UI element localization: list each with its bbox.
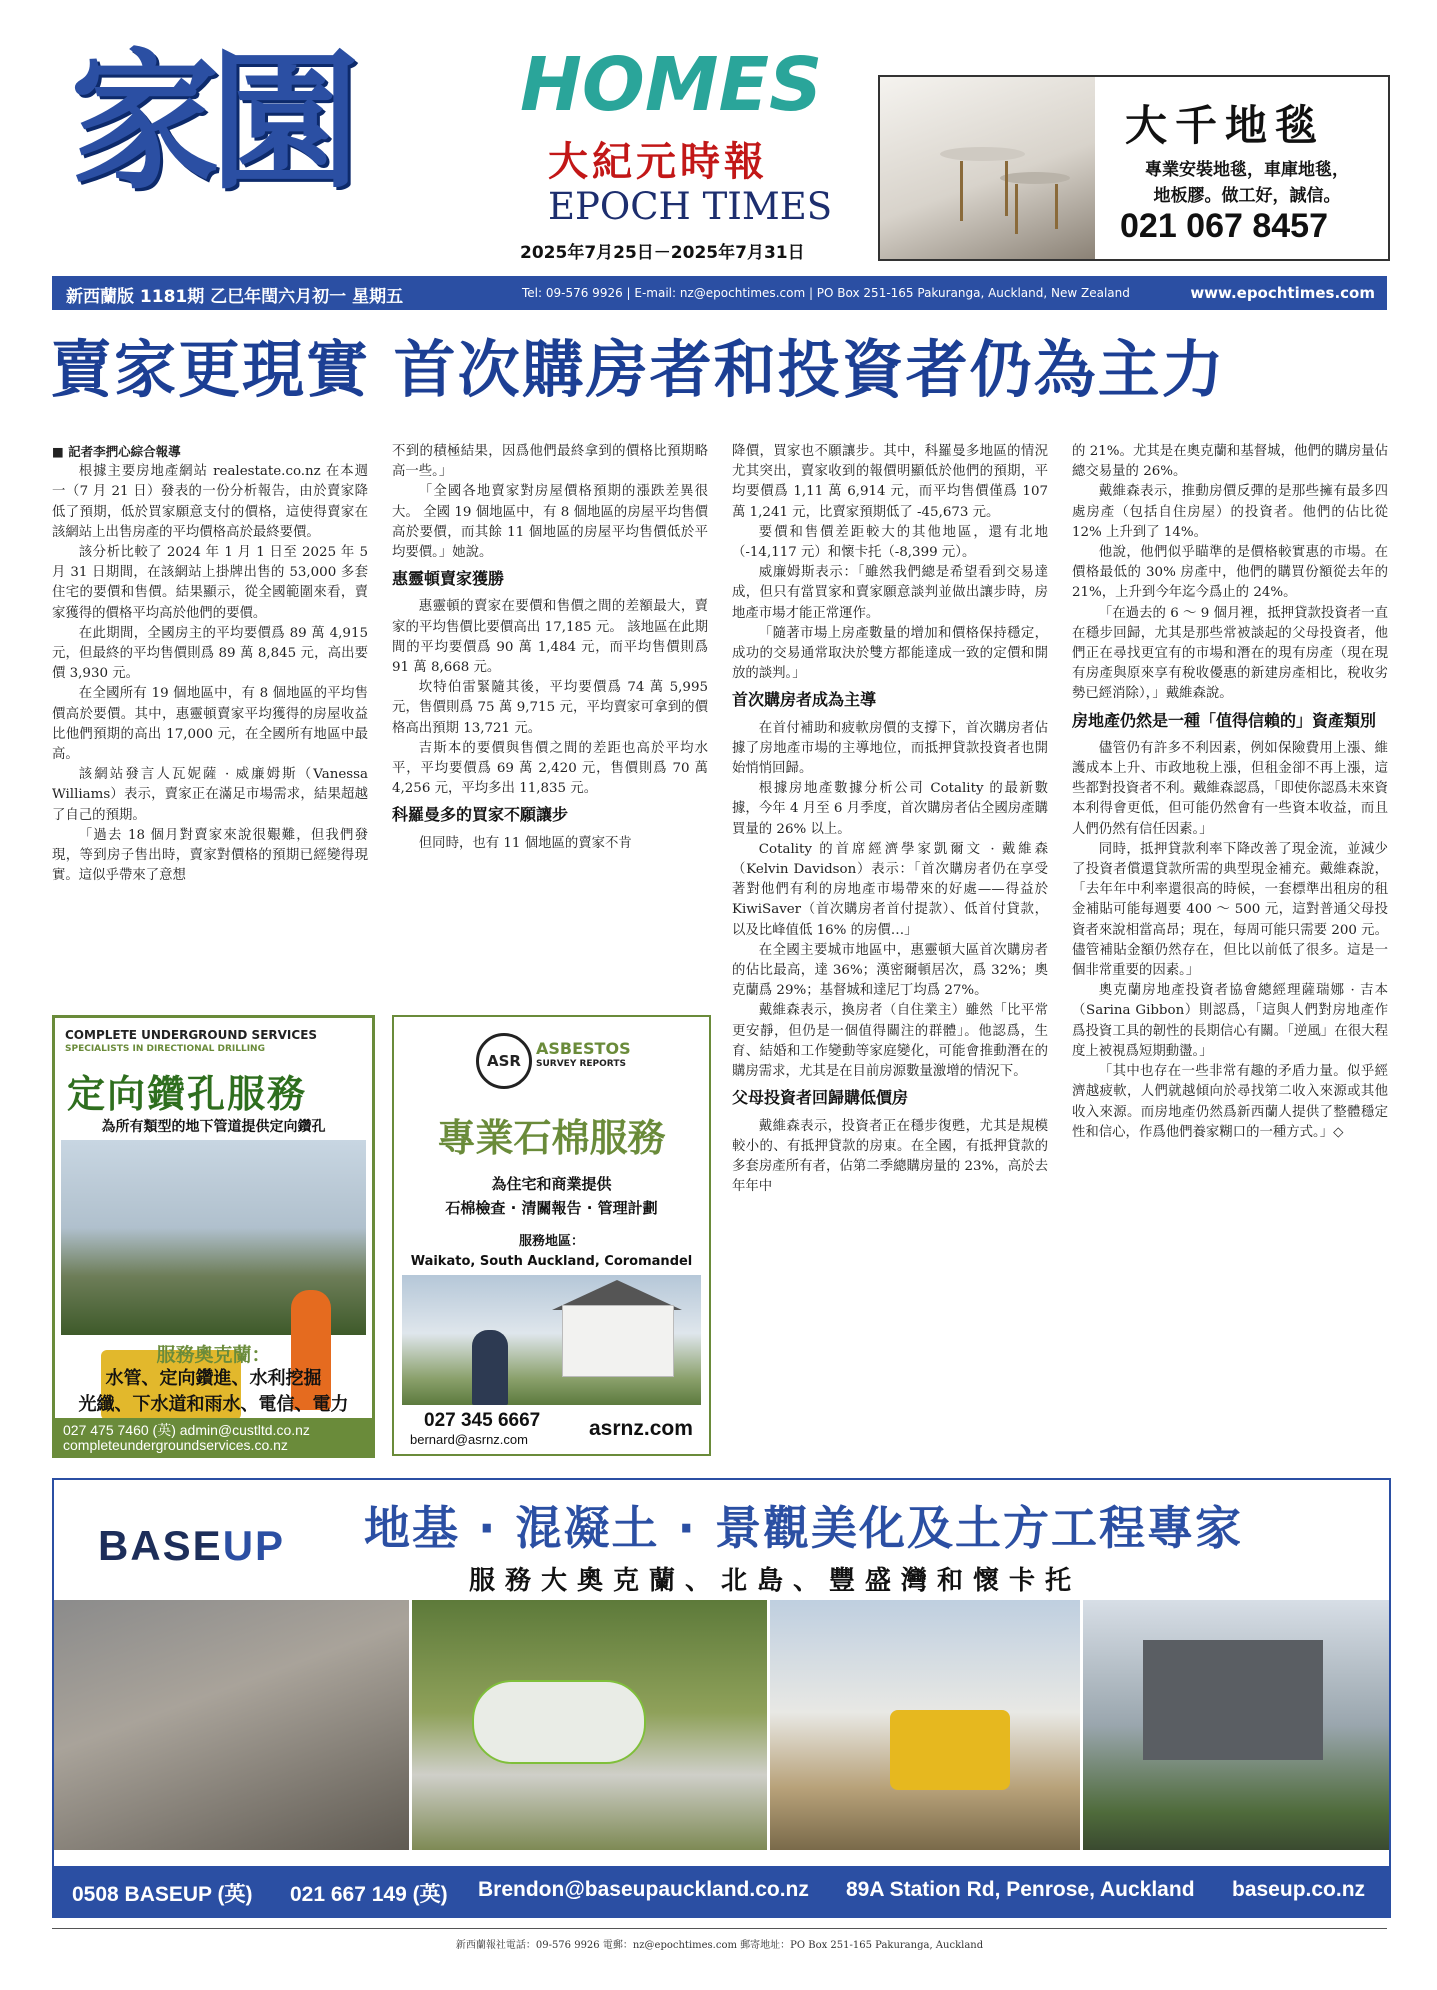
cus-title: 定向鑽孔服務	[67, 1072, 308, 1116]
baseup-photo-digger	[770, 1600, 1080, 1850]
ad-asbestos[interactable]	[392, 1015, 711, 1456]
masthead-epoch-cn: 大紀元時報	[548, 138, 768, 185]
asr-area: 服務地區： Waikato, South Auckland, Coromandel	[410, 1234, 693, 1269]
ad-underground-services[interactable]	[52, 1015, 375, 1458]
website-link[interactable]: www.epochtimes.com	[1190, 284, 1375, 302]
subhead-trusted-asset: 房地產仍然是一種「值得信賴的」資產類別	[1072, 710, 1377, 730]
asr-desc: 為住宅和商業提供 石棉檢查 · 清關報告 · 管理計劃	[445, 1175, 658, 1217]
baseup-address: 89A Station Rd, Penrose, Auckland	[846, 1878, 1195, 1901]
baseup-phone1[interactable]: 0508 BASEUP (英)	[72, 1883, 253, 1906]
asr-phone[interactable]: 027 345 6667	[424, 1410, 541, 1431]
cus-area: 服務奧克蘭：	[156, 1344, 271, 1366]
carpet-photo	[880, 77, 1095, 259]
page-footer: 新西蘭報社電話：09-576 9926 電郵：nz@epochtimes.com 郵寄地址：PO Box 251-165 Pakuranga, Auckland	[455, 1940, 984, 1951]
baseup-photo-house	[1083, 1600, 1389, 1850]
masthead-logo: 家園	[70, 36, 351, 210]
article-col-4: 的 21%。尤其是在奧克蘭和基督城，他們的購房量佔總交易量的 26%。 戴維森表示，推動房價反彈的是那些擁有最多四處房產（包括自住房屋）的投資者。他們的佔比從 12% 上升到了 14%。 他說，他們似乎瞄準的是價格較實惠的市場。在價格最低的 30% 房產中，他們的購買份額從去年的 21%，上升到今年迄今爲止的 24%。 「在過去的 6 ～ 9 個月裡，抵押貸款投資者一直在穩步回歸，尤其是那些常被談起的父母投資者，他們正在尋找更宜有的市場和潛在的現有房產（現在現有房產與原來享有稅收優惠的新建房產相比，稅收劣勢已經消除），」戴維森說。 房地產仍然是一種「值得信賴的」資產類別 儘管仍有許多不利因素，例如保險費用上漲、維護成本上升、市政地稅上漲，但租金卻不再上漲，這些都對投資者不利。戴維森認爲，「即使你認爲未來資本利得會更低，但可能仍然會有一些資本收益，而且人們仍然有信任因素。」 同時，抵押貸款利率下降改善了現金流，並減少了投資者償還貸款所需的典型現金補充。戴維森說，「去年年中利率還很高的時候，一套標準出租房的租金補貼可能每週要 400 ～ 500 元，這對普通父母投資者來說相當高昂；現在，每周可能只需要 200 元。儘管補貼金額仍然存在，但比以前低了很多。這是一個非常重要的因素。」 奧克蘭房地產投資者協會總經理薩瑞娜 · 吉本（Sarina Gibbon）則認爲，「這與人們對房地產作爲投資工具的韌性的長期信心有關。「逆風」在很大程度上被視爲短期動盪。」 「其中也存在一些非常有趣的矛盾力量。似乎經濟越疲軟，人們就越傾向於尋找第二收入來源或其他收入來源。而房地產仍然爲新西蘭人提供了整體穩定性和信心，作爲他們養家糊口的一種方式。」◇	[1072, 444, 1388, 1140]
cus-company: COMPLETE UNDERGROUND SERVICES	[65, 1028, 318, 1042]
baseup-headline: 地基 · 混凝土 · 景觀美化及土方工程專家	[364, 1501, 1244, 1555]
cus-subtitle: 為所有類型的地下管道提供定向鑽孔	[101, 1119, 326, 1135]
cus-specialty: SPECIALISTS IN DIRECTIONAL DRILLING	[65, 1044, 265, 1054]
info-bar	[52, 276, 1387, 310]
baseup-email[interactable]: Brendon@baseupauckland.co.nz	[478, 1878, 809, 1901]
ad-baseup[interactable]	[52, 1478, 1391, 1918]
asr-house-photo	[402, 1275, 701, 1405]
headline: 賣家更現實 首次購房者和投資者仍為主力	[50, 333, 1226, 406]
issue-dates: 2025年7月25日－2025年7月31日	[520, 243, 805, 263]
baseup-phone2[interactable]: 021 667 149 (英)	[290, 1883, 448, 1906]
edition-info: 新西蘭版 1181期 乙巳年閏六月初一 星期五	[66, 287, 404, 307]
article-col-1: ■ 記者李捫心綜合報導 根據主要房地產網站 realestate.co.nz 在本週一（7 月 21 日）發表的一份分析報告，由於賣家降低了預期，低於買家願意支付的價格，這使得賣家在該網站上出售房產的平均價格高於最終要價。 該分析比較了 2024 年 1 月 1 日至 2025 年 5 月 31 日期間，在該網站上掛牌出售的 53,000 多套住宅的要價和售價。結果顯示，從全國範圍來看，賣家獲得的價格平均高於他們的要價。 在此期間，全國房主的平均要價爲 89 萬 4,915 元，但最終的平均售價則爲 89 萬 8,845 元，高出要價 3,930 元。 在全國所有 19 個地區中，有 8 個地區的平均售價高於要價。其中，惠靈頓賣家平均獲得的房屋收益比他們預期的高出 17,000 元，在全國所有地區中最高。 該網站發言人瓦妮薩 · 威廉姆斯（Vanessa Williams）表示，賣家正在滿足市場需求，結果超越了自己的預期。 「過去 18 個月對賣家來說很艱難，但我們發現，等到房子售出時，賣家對價格的預期已經變得現實。這似乎帶來了意想	[52, 444, 368, 884]
asr-email[interactable]: bernard@asrnz.com	[410, 1432, 528, 1447]
subhead-first-buyers: 首次購房者成為主導	[732, 690, 877, 710]
cus-drilling-photo	[61, 1140, 366, 1335]
baseup-logo: BASEUP	[98, 1522, 286, 1569]
article-col-2: 不到的積極結果，因爲他們最終拿到的價格比預期略高一些。」 「全國各地賣家對房屋價格預期的漲跌差異很大。 全國 19 個地區中，有 8 個地區的房屋平均售價高於要價，而其餘 11 個地區的房屋平均售價低於平均要價。」她說。 惠靈頓賣家獲勝 惠靈頓的賣家在要價和售價之間的差額最大，賣家的平均售價比要價高出 17,185 元。 該地區在此期間的平均要價爲 90 萬 1,484 元，而平均售價則爲 91 萬 8,668 元。 坎特伯雷緊隨其後，平均要價爲 74 萬 5,995 元，售價則爲 75 萬 9,715 元，平均賣家可拿到的價格高出預期 13,721 元。 吉斯本的要價與售價之間的差距也高於平均水平，平均要價爲 69 萬 2,420 元，售價則爲 70 萬 4,256 元，平均多出 11,835 元。 科羅曼多的買家不願讓步 但同時，也有 11 個地區的賣家不肯	[392, 444, 708, 851]
asr-brand: ASBESTOS	[536, 1039, 631, 1058]
baseup-photo-concrete	[54, 1600, 409, 1850]
asr-website[interactable]: asrnz.com	[589, 1417, 693, 1440]
article-col-3: 降價，買家也不願讓步。其中，科羅曼多地區的情況尤其突出，賣家收到的報價明顯低於他們的預期，平均要價爲 1,11 萬 6,914 元，而平均售價僅爲 107 萬 1,241 元，比賣家預期低了 -45,673 元。 要價和售價差距較大的其他地區，還有北地（-14,117 元）和懷卡托（-8,399 元）。 威廉姆斯表示：「雖然我們總是希望看到交易達成，但只有當買家和賣家願意談判並做出讓步時，房地產市場才能正常運作。 「隨著市場上房產數量的增加和價格保持穩定，成功的交易通常取決於雙方都能達成一致的定價和開放的談判。」 首次購房者成為主導 在首付補助和疲軟房價的支撐下，首次購房者佔據了房地產市場的主導地位，而抵押貸款投資者也開始悄悄回歸。 根據房地產數據分析公司 Cotality 的最新數據，今年 4 月至 6 月季度，首次購房者佔全國房產購買量的 26% 以上。 Cotality 的首席經濟學家凱爾文 · 戴維森（Kelvin Davidson）表示：「首次購房者仍在享受著對他們有利的房地產市場帶來的好處——得益於 KiwiSaver（首次購房者首付提款）、低首付貸款，以及比峰值低 16% 的房價…」 在全國主要城市地區中，惠靈頓大區首次購房者的佔比最高，達 36%；漢密爾頓居次，爲 32%；奧克蘭爲 29%；基督城和達尼丁均爲 27%。 戴維森表示，換房者（自住業主）雖然「比平常更安靜，但仍是一個值得關注的群體」。他認爲，生育、結婚和工作變動等家庭變化，可能會推動潛在的購房需求，尤其是在目前房源數量激增的情況下。 父母投資者回歸購低價房 戴維森表示，投資者正在穩步復甦，尤其是規模較小的、有抵押貸款的房東。在全國，有抵押貸款的多套房產所有者，佔第二季總購房量的 23%，高於去年年中	[732, 444, 1048, 1195]
baseup-photo-mixer	[412, 1600, 767, 1850]
subhead-parent-investors: 父母投資者回歸購低價房	[732, 1088, 909, 1108]
carpet-title: 大千地毯	[1125, 101, 1326, 150]
baseup-website[interactable]: baseup.co.nz	[1232, 1878, 1366, 1901]
asr-brand-sub: SURVEY REPORTS	[536, 1059, 626, 1069]
cus-website[interactable]: completeundergroundservices.co.nz	[63, 1437, 288, 1453]
contact-info: Tel: 09-576 9926 | E-mail: nz@epochtimes.com | PO Box 251-165 Pakuranga, Auckland, New Zealand	[522, 286, 1130, 300]
carpet-desc: 專業安裝地毯，車庫地毯， 地板膠。做工好，誠信。	[1145, 160, 1349, 206]
cus-phone-email[interactable]: 027 475 7460 (英) admin@custltd.co.nz	[63, 1422, 310, 1438]
masthead-homes: HOMES	[520, 42, 823, 128]
subhead-coromandel: 科羅曼多的買家不願讓步	[392, 805, 569, 825]
masthead-epoch-en: EPOCH TIMES	[548, 185, 833, 228]
cus-services: 水管、定向鑽進、水利挖掘 光纖、下水道和雨水、電信、電力	[78, 1368, 349, 1415]
asr-title: 專業石棉服務	[437, 1116, 666, 1160]
footer-divider	[52, 1928, 1387, 1929]
asr-logo-icon: ASR	[476, 1033, 532, 1089]
ad-carpet[interactable]	[878, 75, 1390, 261]
subhead-wellington: 惠靈頓賣家獲勝	[392, 569, 505, 589]
carpet-phone: 021 067 8457	[1120, 207, 1328, 245]
baseup-subline: 服務大奧克蘭、北島、豐盛灣和懷卡托	[469, 1566, 1082, 1596]
baseup-contact-bar	[54, 1866, 1389, 1916]
cus-contact	[55, 1418, 372, 1455]
